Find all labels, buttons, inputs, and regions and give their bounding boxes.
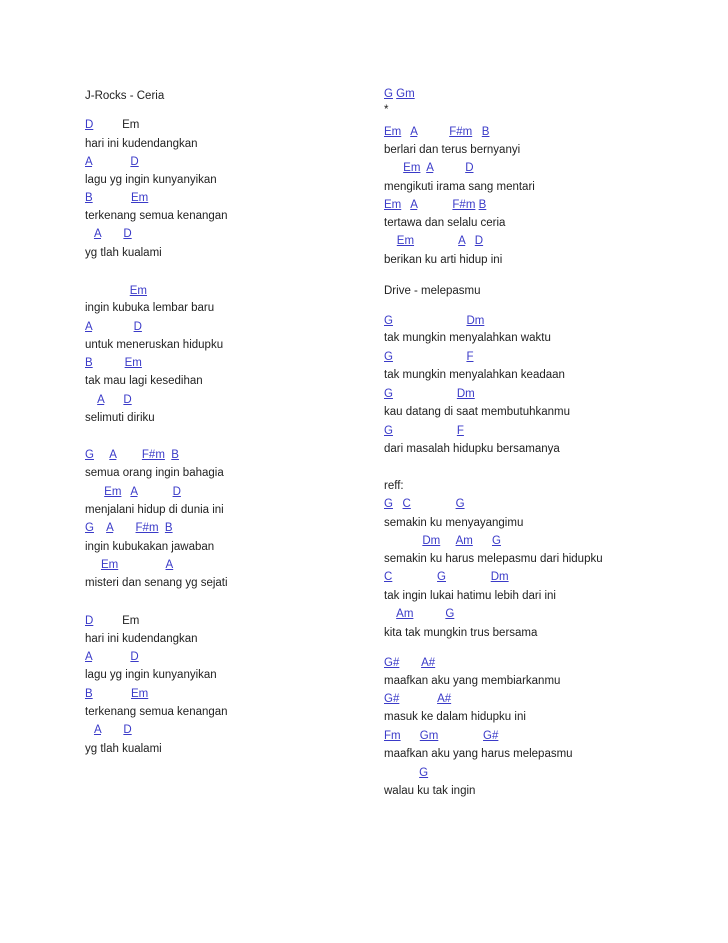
chord-line (384, 314, 484, 328)
lyric-line: semakin ku menyayangimu (384, 517, 524, 529)
chord-spacing (85, 486, 104, 498)
chord-symbol: D (474, 235, 484, 247)
chord-symbol: D (130, 156, 139, 168)
lyric-line: tak mau lagi kesedihan (85, 375, 203, 387)
lyric-line: semua orang ingin bahagia (85, 467, 224, 479)
chord-symbol: F#m (141, 449, 165, 461)
chord-symbol: G (85, 449, 94, 461)
lyric-line: maafkan aku yang harus melepasmu (384, 748, 573, 760)
chord-line (384, 607, 454, 621)
chord-spacing (101, 228, 123, 240)
chord-symbol: A (93, 228, 101, 240)
lyric-line: dari masalah hidupku bersamanya (384, 443, 560, 455)
chord-spacing (393, 351, 467, 363)
chord-symbol: F (466, 351, 474, 363)
chord-spacing (85, 394, 97, 406)
chord-line (384, 234, 483, 248)
chord-symbol: Em (384, 199, 402, 211)
chord-line (85, 356, 142, 370)
chord-spacing (417, 199, 452, 211)
chord-symbol: B (85, 688, 93, 700)
chord-symbol: A (109, 449, 117, 461)
chord-spacing (94, 449, 109, 461)
chord-spacing (446, 571, 491, 583)
chord-spacing (413, 608, 445, 620)
chord-symbol: A (85, 651, 93, 663)
lyric-line: maafkan aku yang membiarkanmu (384, 675, 561, 687)
lyric-line: kau datang di saat membutuhkanmu (384, 406, 571, 418)
lyric-line: walau ku tak ingin (384, 785, 476, 797)
chord-line (384, 570, 509, 584)
lyric-line: tertawa dan selalu ceria (384, 217, 506, 229)
chord-symbol: A# (437, 693, 452, 705)
chord-line (384, 198, 486, 212)
chord-spacing (473, 535, 492, 547)
chord-symbol: G (445, 608, 455, 620)
chord-spacing (384, 535, 422, 547)
chord-line (85, 393, 132, 407)
chord-line (85, 118, 139, 132)
chord-line (384, 497, 465, 511)
chord-spacing (85, 285, 130, 297)
lyric-line: berlari dan terus bernyanyi (384, 144, 521, 156)
chord-line (384, 387, 475, 401)
chord-line (85, 650, 139, 664)
chord-symbol: D (172, 486, 181, 498)
chord-spacing (393, 315, 467, 327)
lyric-line: reff: (384, 480, 404, 492)
chord-line (85, 723, 132, 737)
chord-symbol: Em (124, 357, 142, 369)
chord-spacing (101, 724, 123, 736)
chord-symbol: G (384, 498, 393, 510)
chord-spacing (399, 657, 421, 669)
chord-spacing (85, 724, 94, 736)
chord-line (85, 448, 179, 462)
chord-symbol: A (106, 522, 114, 534)
chord-spacing (93, 357, 125, 369)
lyric-line: * (384, 104, 389, 116)
chord-symbol: G (419, 767, 429, 779)
chord-spacing (411, 498, 456, 510)
chord-symbol: D (123, 394, 132, 406)
chord-symbol: G (384, 315, 393, 327)
chord-spacing (94, 522, 106, 534)
chord-symbol: A (410, 199, 418, 211)
chord-line (85, 614, 139, 628)
chord-spacing (118, 559, 165, 571)
chord-spacing (393, 425, 457, 437)
chord-symbol: F#m (452, 199, 476, 211)
chord-symbol: Fm (384, 730, 401, 742)
chord-spacing (116, 449, 142, 461)
lyric-line: mengikuti irama sang mentari (384, 181, 535, 193)
lyric-line: semakin ku harus melepasmu dari hidupku (384, 553, 603, 565)
chord-line (85, 227, 132, 241)
lyric-line: ingin kubuka lembar baru (85, 302, 215, 314)
chord-symbol: Am (455, 535, 473, 547)
chord-symbol: Em (129, 285, 147, 297)
chord-symbol: G# (384, 657, 400, 669)
chord-symbol: D (85, 615, 94, 627)
chord-spacing (93, 192, 131, 204)
chord-spacing (384, 767, 419, 779)
chord-spacing (85, 559, 101, 571)
chord-symbol: B (478, 199, 487, 211)
lyric-line: lagu yg ingin kunyanyikan (85, 174, 217, 186)
lyric-line: lagu yg ingin kunyanyikan (85, 669, 217, 681)
chord-symbol: C (384, 571, 393, 583)
chord-symbol: D (85, 119, 94, 131)
chord-symbol: G (492, 535, 501, 547)
chord-symbol: A (85, 321, 93, 333)
lyric-line: terkenang semua kenangan (85, 706, 228, 718)
chord-spacing (93, 688, 131, 700)
chord-symbol: A (85, 156, 93, 168)
chord-symbol: G (384, 388, 393, 400)
chord-line (384, 692, 451, 706)
chord-symbol: A# (421, 657, 436, 669)
chord-symbol: D (465, 162, 474, 174)
chord-symbol: A (93, 724, 101, 736)
chord-symbol: Em (384, 126, 402, 138)
chord-symbol: Gm (419, 730, 439, 742)
chord-spacing (392, 571, 437, 583)
chord-spacing (401, 126, 410, 138)
chord-symbol: B (164, 522, 173, 534)
lyric-line: Drive - melepasmu (384, 285, 481, 297)
chord-symbol: Em (396, 235, 415, 247)
chord-line (85, 521, 173, 535)
chord-line (384, 534, 501, 548)
lyric-line: tak ingin lukai hatimu lebih dari ini (384, 590, 556, 602)
chord-symbol: A (97, 394, 105, 406)
chord-line (85, 485, 181, 499)
chord-line (384, 424, 464, 438)
lyric-line: yg tlah kualami (85, 743, 162, 755)
chord-spacing: Em (93, 119, 140, 131)
lyric-line: tak mungkin menyalahkan waktu (384, 332, 551, 344)
chord-symbol: A (426, 162, 434, 174)
chord-symbol: G (384, 88, 393, 100)
chord-spacing (433, 162, 465, 174)
chord-spacing (417, 126, 449, 138)
chord-symbol: D (133, 321, 142, 333)
lyric-line: tak mungkin menyalahkan keadaan (384, 369, 565, 381)
chord-symbol: Gm (396, 88, 415, 100)
chord-symbol: D (123, 228, 132, 240)
chord-line (384, 87, 415, 101)
chord-symbol: Em (104, 486, 122, 498)
chord-symbol: Em (100, 559, 119, 571)
lyric-line: misteri dan senang yg sejati (85, 577, 228, 589)
chord-line (384, 729, 498, 743)
chord-spacing (104, 394, 123, 406)
chord-line (85, 284, 147, 298)
chord-symbol: C (402, 498, 411, 510)
chord-symbol: G (85, 522, 94, 534)
chord-spacing (393, 388, 457, 400)
chord-spacing (92, 156, 130, 168)
chord-symbol: F#m (135, 522, 159, 534)
chord-symbol: Dm (422, 535, 441, 547)
lyric-line: terkenang semua kenangan (85, 210, 228, 222)
chord-spacing (92, 321, 134, 333)
lyric-line: selimuti diriku (85, 412, 155, 424)
chord-spacing (384, 162, 403, 174)
chord-line (85, 191, 148, 205)
chord-spacing (384, 235, 397, 247)
chord-symbol: Dm (466, 315, 485, 327)
chord-symbol: G (455, 498, 465, 510)
chord-symbol: G# (483, 730, 499, 742)
chord-line (384, 350, 473, 364)
lyric-line: yg tlah kualami (85, 247, 162, 259)
lyric-line: kita tak mungkin trus bersama (384, 627, 538, 639)
chord-spacing (384, 608, 396, 620)
chord-symbol: Dm (456, 388, 475, 400)
chord-symbol: G (437, 571, 446, 583)
chord-line (384, 125, 489, 139)
chord-symbol: Em (131, 192, 149, 204)
chord-line (85, 155, 139, 169)
lyric-line: untuk meneruskan hidupku (85, 339, 224, 351)
lyric-line: J-Rocks - Ceria (85, 90, 165, 102)
chord-symbol: Em (403, 162, 421, 174)
chord-spacing (472, 126, 482, 138)
lyric-line: menjalani hidup di dunia ini (85, 504, 224, 516)
chord-spacing: Em (93, 615, 140, 627)
chord-line (384, 161, 474, 175)
chord-symbol: Am (396, 608, 414, 620)
chord-line (85, 687, 148, 701)
chord-symbol: B (171, 449, 179, 461)
chord-line (85, 320, 142, 334)
chord-line (85, 558, 173, 572)
chord-symbol: B (85, 357, 93, 369)
chord-symbol: A (165, 559, 174, 571)
chord-symbol: B (481, 126, 490, 138)
chord-spacing (399, 693, 437, 705)
chord-line (384, 766, 428, 780)
lyric-line: masuk ke dalam hidupku ini (384, 711, 526, 723)
lyric-line: hari ini kudendangkan (85, 633, 198, 645)
chord-symbol: G (384, 425, 393, 437)
chord-spacing (414, 235, 458, 247)
lyric-line: berikan ku arti hidup ini (384, 254, 503, 266)
lyric-line: ingin kubukakan jawaban (85, 541, 215, 553)
chord-symbol: Em (131, 688, 149, 700)
chord-spacing (401, 730, 420, 742)
chord-symbol: G# (384, 693, 400, 705)
chord-spacing (440, 535, 455, 547)
chord-spacing (92, 651, 130, 663)
chord-spacing (137, 486, 172, 498)
chord-symbol: D (123, 724, 132, 736)
chord-line (384, 656, 435, 670)
chord-symbol: A (410, 126, 418, 138)
lyric-line: hari ini kudendangkan (85, 138, 198, 150)
chord-symbol: Dm (490, 571, 509, 583)
chord-symbol: F#m (449, 126, 473, 138)
chord-spacing (465, 235, 475, 247)
chord-spacing (438, 730, 483, 742)
chord-spacing (85, 228, 94, 240)
chord-symbol: A (130, 486, 138, 498)
chord-symbol: B (85, 192, 93, 204)
chord-spacing (401, 199, 410, 211)
chord-symbol: A (458, 235, 466, 247)
chord-symbol: F (456, 425, 464, 437)
chord-spacing (113, 522, 135, 534)
chord-symbol: G (384, 351, 393, 363)
chord-symbol: D (130, 651, 139, 663)
chord-spacing (393, 498, 403, 510)
